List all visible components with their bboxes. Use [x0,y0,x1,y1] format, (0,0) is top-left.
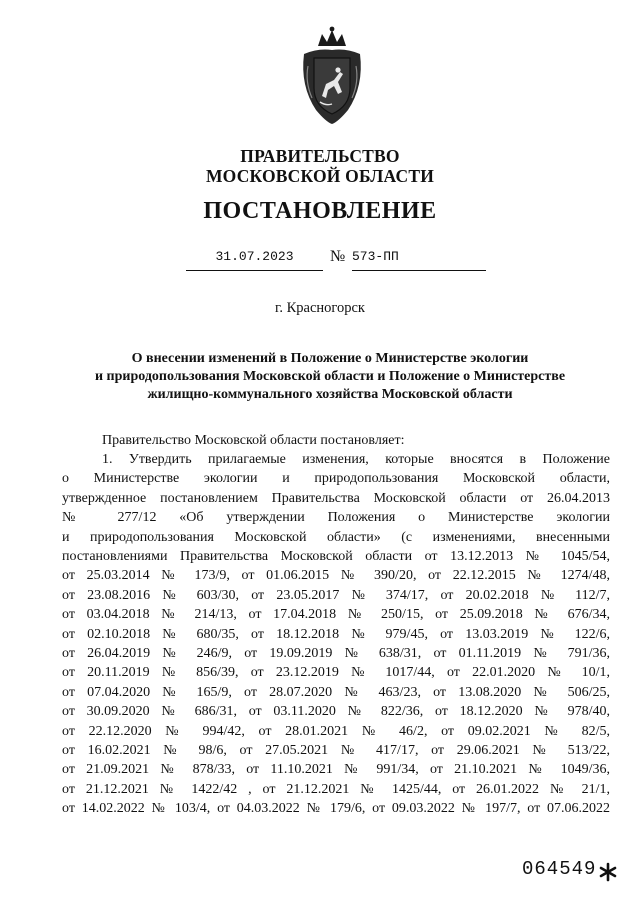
subject-line: жилищно-коммунального хозяйства Московской области [147,387,513,402]
number-sign: № [330,248,346,265]
body-line: от 07.04.2020 № 165/9, от 28.07.2020 № 463/23, от 13.08.2020 № 506/25, [62,684,610,700]
body-line: и природопользования Московской области» (с изменениями, внесенными [62,529,610,545]
body-line: № 277/12 «Об утверждении Положения о Министерстве экологии [62,510,610,526]
body-line: 1. Утвердить прилагаемые изменения, которые вносятся в Положение [102,452,610,467]
body-line: от 20.11.2019 № 856/39, от 23.12.2019 № 1017/44, от 22.01.2020 № 10/1, [62,665,610,681]
body-line: от 21.09.2021 № 878/33, от 11.10.2021 № 991/34, от 21.10.2021 № 1049/36, [62,762,610,778]
document-type-title: ПОСТАНОВЛЕНИЕ [203,198,437,224]
subject-line: О внесении изменений в Положение о Министерстве экологии [131,351,529,366]
body-intro: Правительство Московской области постановляет: [102,433,405,448]
body-line: от 23.08.2016 № 603/30, от 23.05.2017 № 374/17, от 20.02.2018 № 112/7, [62,587,610,603]
body-line: от 16.02.2021 № 98/6, от 27.05.2021 № 417/17, от 29.06.2021 № 513/22, [62,743,610,758]
organization-name-line1: ПРАВИТЕЛЬСТВО [240,146,400,166]
document-date: 31.07.2023 [186,246,323,271]
body-line: от 26.04.2019 № 246/9, от 19.09.2019 № 638/31, от 01.11.2019 № 791/36, [62,646,610,661]
body-line: от 30.09.2020 № 686/31, от 03.11.2020 № 822/36, от 18.12.2020 № 978/40, [62,704,610,720]
body-line: от 03.04.2018 № 214/13, от 17.04.2018 № 250/15, от 25.09.2018 № 676/34, [62,607,610,623]
body-line: от 22.12.2020 № 994/42, от 28.01.2021 № 46/2, от 09.02.2021 № 82/5, [62,723,610,739]
body-line: о Министерстве экологии и природопользования Московской области, [62,471,610,487]
body-line: постановлениями Правительства Московской области от 13.12.2013 № 1045/54, [62,549,610,564]
subject-line: и природопользования Московской области и Положение о Министерстве [94,369,566,384]
asterisk-icon [598,862,618,882]
document-number: 573-ПП [352,246,486,271]
city-label: г. Красногорск [275,300,365,316]
body-line: от 14.02.2022 № 103/4, от 04.03.2022 № 179/6, от 09.03.2022 № 197/7, от 07.06.2022 [62,801,610,817]
coat-of-arms-emblem [296,26,368,126]
document-subject [60,350,600,404]
body-line: утвержденное постановлением Правительства Московской области от 26.04.2013 [62,490,610,506]
body-line: от 25.03.2014 № 173/9, от 01.06.2015 № 390/20, от 22.12.2015 № 1274/48, [62,568,610,584]
body-line: от 21.12.2021 № 1422/42 , от 21.12.2021 № 1425/44, от 26.01.2022 № 21/1, [62,781,610,797]
serial-number: 064549 [522,858,597,880]
organization-name-line2: МОСКОВСКОЙ ОБЛАСТИ [205,166,435,186]
body-line: от 02.10.2018 № 680/35, от 18.12.2018 № 979/45, от 13.03.2019 № 122/6, [62,626,610,642]
